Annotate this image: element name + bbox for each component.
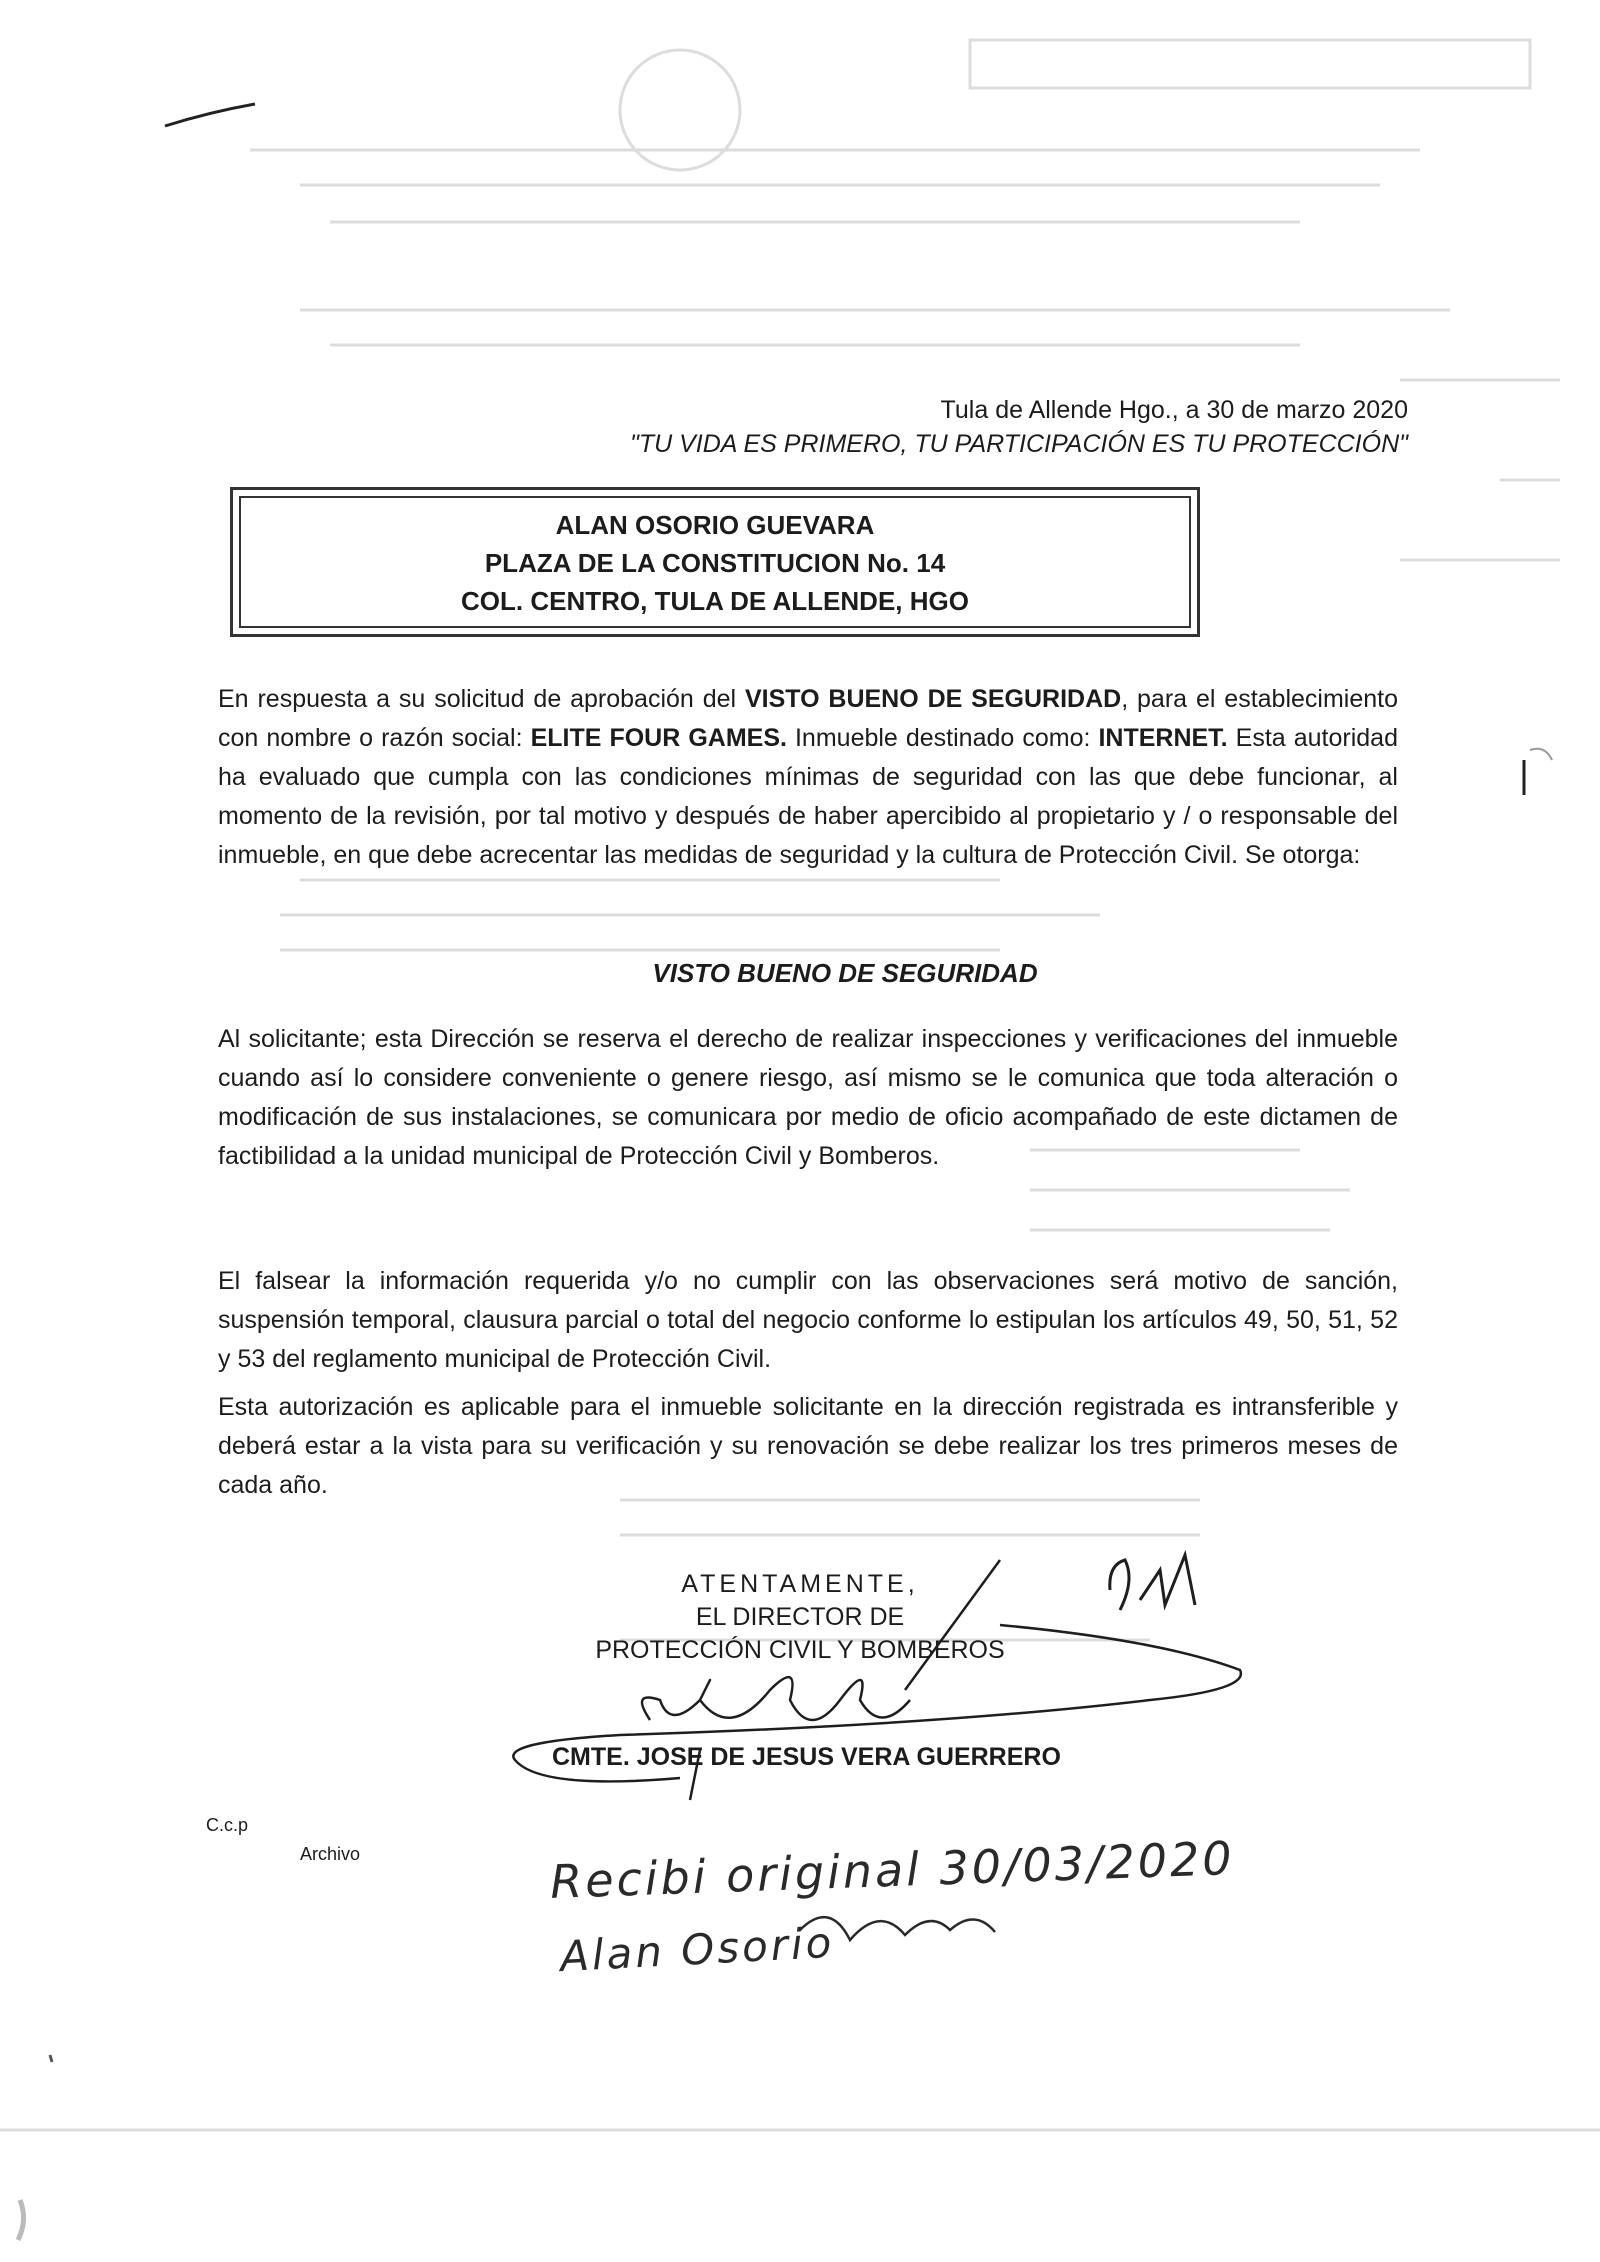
p1-use-type: INTERNET. [1098, 724, 1228, 752]
p1-text-g: Esta autoridad ha evaluado que cumpla con las condiciones mínimas de seguridad con las que debe funcionar, al momento de la revisión, por tal motivo y después de haber apercibido al propietario y / o responsable del inmueble, en que debe acrecentar las medidas de seguridad y la cultura de Protección Civil. Se otorga: [218, 724, 1398, 869]
p1-text-e: Inmueble destinado como: [786, 724, 1099, 752]
recipient-name: ALAN OSORIO GUEVARA [555, 510, 875, 540]
ccp-label: C.c.p [206, 1815, 249, 1835]
motto: "TU VIDA ES PRIMERO, TU PARTICIPACIÓN ES TU PROTECCIÓN" [629, 430, 1408, 458]
recipient-address-line2: COL. CENTRO, TULA DE ALLENDE, HGO [461, 586, 969, 616]
paragraph-request [218, 680, 1398, 875]
permit-title: VISTO BUENO DE SEGURIDAD [652, 958, 1038, 988]
handwritten-receipt-line1: Recibi original 30/03/2020 [549, 1831, 1236, 1909]
signer-title-line2: PROTECCIÓN CIVIL Y BOMBEROS [595, 1636, 1005, 1664]
handwritten-receipt-line2: Alan Osorio [558, 1917, 836, 1982]
recipient-address-line1: PLAZA DE LA CONSTITUCION No. 14 [484, 548, 946, 578]
recipient-box [230, 487, 1200, 637]
signer-title-line1: EL DIRECTOR DE [695, 1603, 905, 1631]
place-date: Tula de Allende Hgo., a 30 de marzo 2020 [940, 396, 1408, 424]
p1-business-name: ELITE FOUR GAMES. [530, 724, 787, 752]
signer-name: CMTE. JOSE DE JESUS VERA GUERRERO [552, 1743, 1061, 1771]
signature-block [590, 1568, 1010, 1667]
p1-permit-type: VISTO BUENO DE SEGURIDAD [744, 685, 1122, 713]
p1-text-a: En respuesta a su solicitud de aprobación del [218, 685, 745, 713]
paragraph-sanctions: El falsear la información requerida y/o no cumplir con las observaciones será motivo de sanción, suspensión temporal, clausura parcial o total del negocio conforme lo estipulan los artículos 49, 50, 51, 52 y 53 del reglamento municipal de Protección Civil. [218, 1267, 1398, 1373]
closing: ATENTAMENTE, [681, 1570, 919, 1598]
p1-text-c: , para el establecimiento con nombre o razón social: [218, 685, 1398, 752]
paragraph-inspections: Al solicitante; esta Dirección se reserva el derecho de realizar inspecciones y verificaciones del inmueble cuando así lo considere conveniente o genere riesgo, así mismo se le comunica que toda alteración o modificación de sus instalaciones, se comunicara por medio de oficio acompañado de este dictamen de factibilidad a la unidad municipal de Protección Civil y Bomberos. [218, 1025, 1398, 1170]
recipient-box-inner [239, 496, 1191, 628]
archivo-label: Archivo [300, 1844, 361, 1864]
paragraph-validity: Esta autorización es aplicable para el inmueble solicitante en la dirección registrada es intransferible y deberá estar a la vista para su verificación y su renovación se debe realizar los tres primeros meses de cada año. [218, 1393, 1398, 1499]
